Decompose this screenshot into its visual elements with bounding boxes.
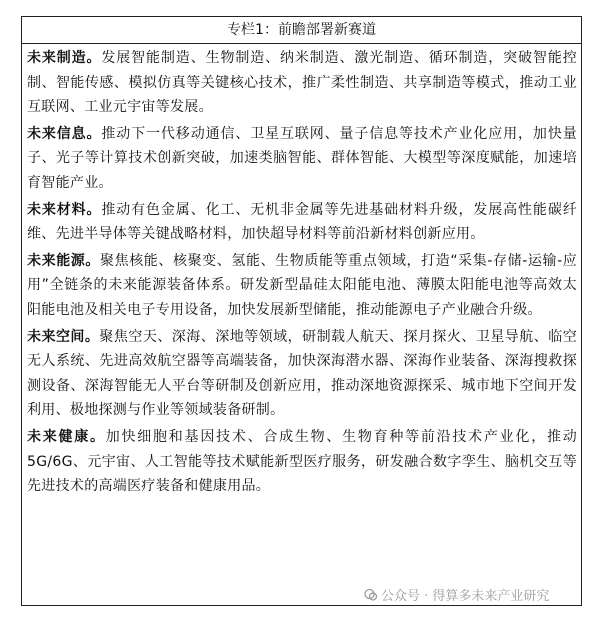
section-heading: 未来材料。 bbox=[27, 201, 102, 218]
section-information bbox=[27, 122, 577, 196]
section-body: 发展智能制造、生物制造、纳米制造、激光制造、循环制造，突破智能控制、智能传感、模拟仿真等关键核心技术，推广柔性制造、共享制造等模式，推动工业互联网、工业元宇宙等发展。 bbox=[27, 50, 577, 116]
watermark bbox=[360, 585, 553, 604]
section-heading: 未来能源。 bbox=[27, 252, 100, 269]
box-title: 专栏1：前瞻部署新赛道 bbox=[22, 17, 581, 44]
section-heading: 未来健康。 bbox=[27, 428, 106, 445]
section-manufacturing bbox=[27, 46, 577, 120]
section-health bbox=[27, 425, 577, 499]
section-heading: 未来信息。 bbox=[27, 125, 102, 142]
section-space bbox=[27, 325, 577, 423]
watermark-text: 公众号 · 得算多未来产业研究 bbox=[381, 589, 550, 604]
section-body: 聚焦空天、深海、深地等领域，研制载人航天、探月探火、卫星导航、临空无人系统、先进高效航空器等高端装备，加快深海潜水器、深海作业装备、深海搜救探测设备、深海智能无人平台等研制及创新应用，推动深地资源探采、城市地下空间开发利用、极地探测与作业等领域装备研制。 bbox=[27, 328, 578, 419]
section-body: 推动有色金属、化工、无机非金属等先进基础材料升级，发展高性能碳纤维、先进半导体等关键战略材料，加快超导材料等前沿新材料创新应用。 bbox=[27, 201, 577, 243]
section-body: 加快细胞和基因技术、合成生物、生物育种等前沿技术产业化，推动5G/6G、元宇宙、人工智能等技术赋能新型医疗服务，研发融合数字孪生、脑机交互等先进技术的高端医疗装备和健康用品。 bbox=[27, 428, 577, 495]
section-heading: 未来空间。 bbox=[27, 328, 100, 345]
section-heading: 未来制造。 bbox=[27, 50, 102, 66]
article-box bbox=[21, 16, 582, 606]
section-energy bbox=[27, 249, 577, 323]
section-body: 推动下一代移动通信、卫星互联网、量子信息等技术产业化应用，加快量子、光子等计算技术创新突破，加速类脑智能、群体智能、大模型等深度赋能，加速培育智能产业。 bbox=[27, 125, 577, 191]
section-materials bbox=[27, 198, 577, 247]
wechat-icon bbox=[364, 588, 378, 602]
box-content bbox=[22, 44, 581, 499]
section-body: 聚焦核能、核聚变、氢能、生物质能等重点领域，打造“采集-存储-运输-应用”全链条的未来能源装备体系。研发新型晶硅太阳能电池、薄膜太阳能电池等高效太阳能电池及相关电子专用设备，加快发展新型储能，推动能源电子产业融合升级。 bbox=[27, 252, 578, 318]
